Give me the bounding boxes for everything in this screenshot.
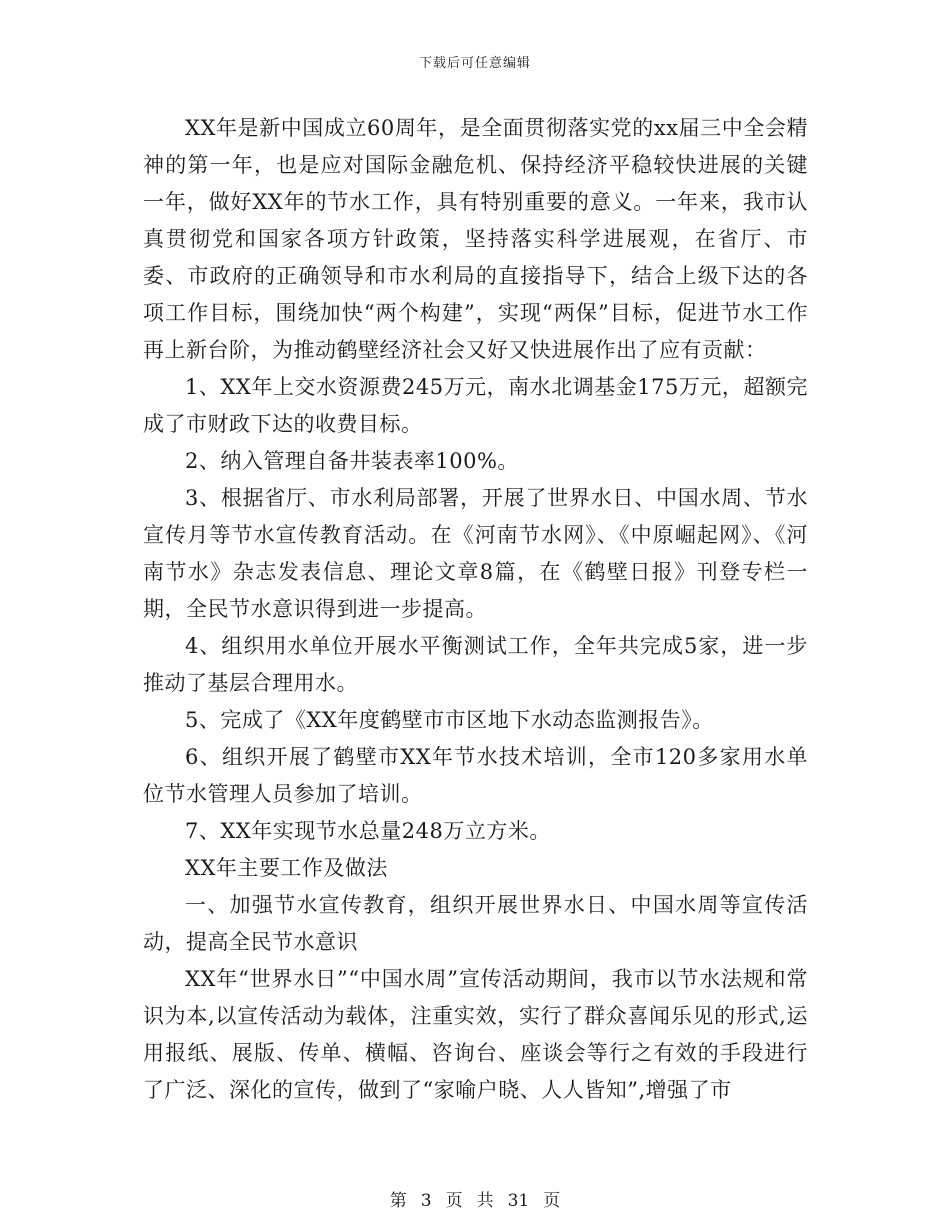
subsection-heading-1: 一、加强节水宣传教育，组织开展世界水日、中国水周等宣传活动，提高全民节水意识: [143, 893, 808, 954]
paragraph-item-3: 3、根据省厅、市水利局部署，开展了世界水日、中国水周、节水宣传月等节水宣传教育活动。在《河南节水网》、《中原崛起网》、《河南节水》杂志发表信息、理论文章8篇，在《鹤壁日报》刊登专栏一期，全民节水意识得到进一步提高。: [143, 486, 808, 621]
footer-prefix: 第: [389, 1191, 407, 1211]
paragraph-item-6: 6、组织开展了鹤壁市XX年节水技术培训，全市120多家用水单位节水管理人员参加了培训。: [143, 745, 808, 806]
footer-page-number: 3: [420, 1191, 432, 1211]
paragraph-item-5: 5、完成了《XX年度鹤壁市市区地下水动态监测报告》。: [185, 708, 714, 732]
section-heading: XX年主要工作及做法: [185, 856, 388, 880]
footer-suffix: 页: [543, 1191, 561, 1211]
paragraph-item-7: 7、XX年实现节水总量248万立方米。: [185, 819, 551, 843]
page-header-note: 下载后可任意编辑: [418, 56, 531, 71]
footer-total-prefix: 共: [476, 1191, 494, 1211]
footer-total-pages: 31: [507, 1191, 530, 1211]
paragraph-intro: XX年是新中国成立60周年，是全面贯彻落实党的xx届三中全会精神的第一年，也是应对国际金融危机、保持经济平稳较快进展的关键一年，做好XX年的节水工作，具有特别重要的意义。一年来，我市认真贯彻党和国家各项方针政策，坚持落实科学进展观，在省厅、市委、市政府的正确领导和市水利局的直接指导下，结合上级下达的各项工作目标，围绕加快“两个构建”，实现“两保”目标，促进节水工作再上新台阶，为推动鹤壁经济社会又好又快进展作出了应有贡献：: [143, 116, 808, 362]
paragraph-item-2: 2、纳入管理自备井装表率100%。: [185, 449, 519, 473]
paragraph-item-1: 1、XX年上交水资源费245万元，南水北调基金175万元，超额完成了市财政下达的收费目标。: [143, 375, 808, 436]
document-body: [143, 110, 808, 1109]
footer-page-word: 页: [445, 1191, 463, 1211]
page-footer: [0, 1186, 950, 1211]
paragraph-item-4: 4、组织用水单位开展水平衡测试工作，全年共完成5家，进一步推动了基层合理用水。: [143, 634, 808, 695]
paragraph-body: XX年“世界水日”“中国水周”宣传活动期间，我市以节水法规和常识为本,以宣传活动为载体，注重实效，实行了群众喜闻乐见的形式,运用报纸、展版、传单、横幅、咨询台、座谈会等行之有效的手段进行了广泛、深化的宣传，做到了“家喻户晓、人人皆知”,增强了市: [143, 967, 808, 1102]
